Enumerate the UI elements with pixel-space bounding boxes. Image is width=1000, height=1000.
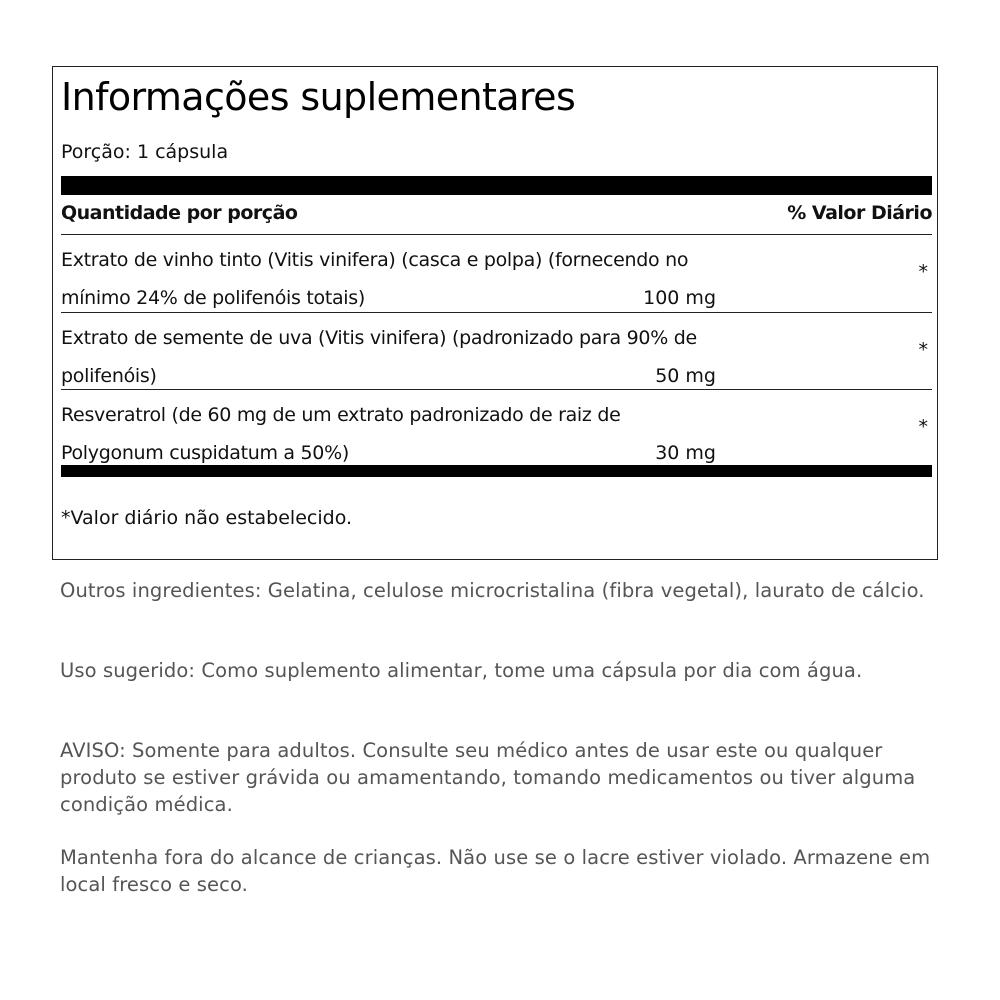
ingredient-name: Extrato de vinho tinto (Vitis vinifera) (casca e polpa) (fornecendo no mínimo 24% de polifenóis totais) <box>61 249 689 309</box>
suggested-use-text: Uso sugerido: Como suplemento alimentar, tome uma cápsula por dia com água. <box>60 659 863 682</box>
daily-value-mark: * <box>918 339 928 361</box>
ingredient-amount: 30 mg <box>655 442 716 464</box>
ingredient-name: Resveratrol (de 60 mg de um extrato padronizado de raiz de Polygonum cuspidatum a 50%) <box>61 404 621 464</box>
daily-value-label: % Valor Diário <box>787 202 932 224</box>
ingredient-row <box>61 313 932 389</box>
daily-value-footnote: *Valor diário não estabelecido. <box>61 507 353 529</box>
thick-divider-bottom <box>61 465 932 477</box>
panel-title: Informações suplementares <box>61 75 576 119</box>
supplement-facts-panel <box>52 66 938 560</box>
table-header <box>61 202 932 232</box>
warning-text: AVISO: Somente para adultos. Consulte seu médico antes de usar este ou qualquer produto se estiver grávida ou amamentando, tomando medicamentos ou tiver alguma condição médica. <box>60 739 916 816</box>
amount-per-serving-label: Quantidade por porção <box>61 202 298 224</box>
ingredient-name: Extrato de semente de uva (Vitis vinifera) (padronizado para 90% de polifenóis) <box>61 327 697 387</box>
daily-value-mark: * <box>918 416 928 438</box>
ingredient-row <box>61 390 932 466</box>
serving-size: Porção: 1 cápsula <box>61 141 229 163</box>
thick-divider-top <box>61 176 932 195</box>
storage-text: Mantenha fora do alcance de crianças. Não use se o lacre estiver violado. Armazene em local fresco e seco. <box>60 846 931 896</box>
daily-value-mark: * <box>918 261 928 283</box>
ingredient-amount: 100 mg <box>643 287 716 309</box>
ingredient-row <box>61 235 932 311</box>
other-ingredients-text: Outros ingredientes: Gelatina, celulose microcristalina (fibra vegetal), laurato de cálcio. <box>60 579 925 602</box>
ingredient-amount: 50 mg <box>655 365 716 387</box>
